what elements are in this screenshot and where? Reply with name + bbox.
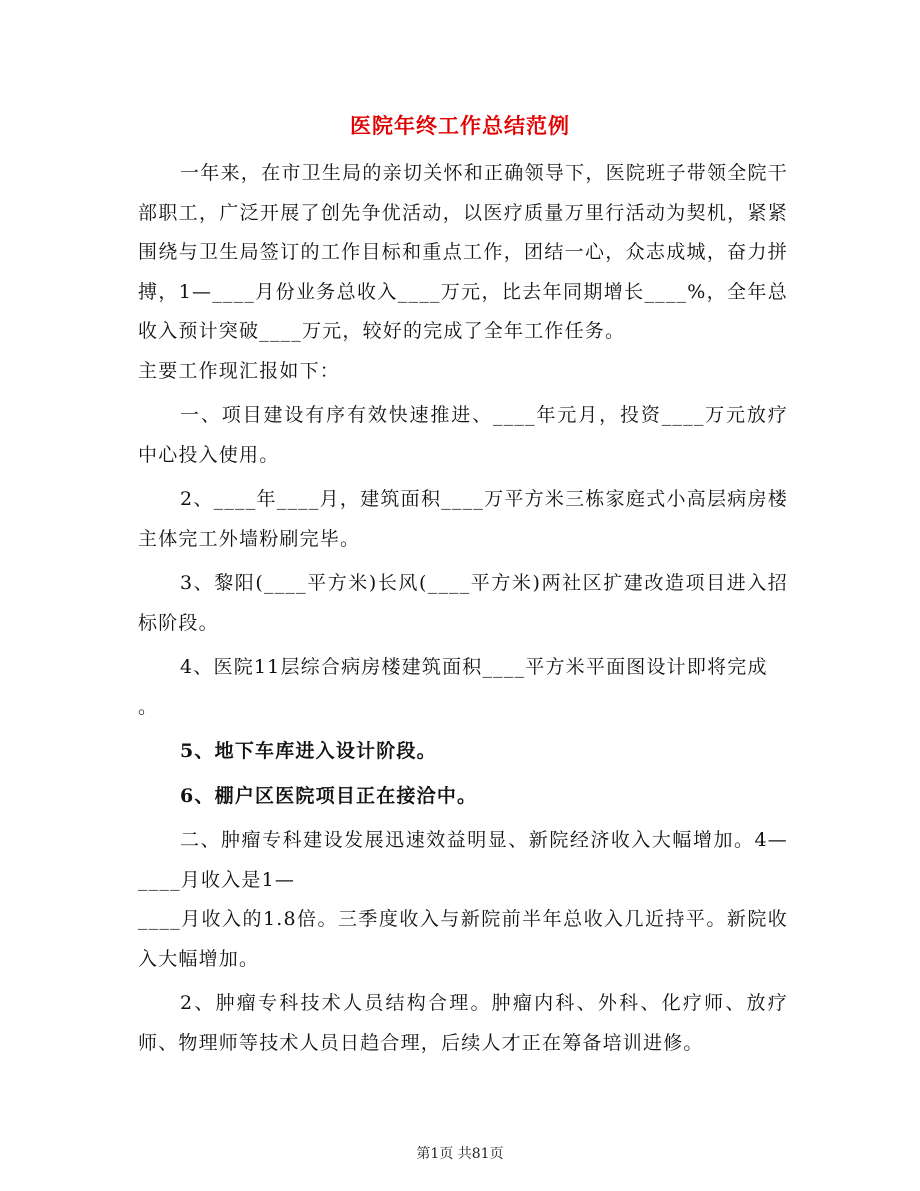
paragraph-section-2: 二、肿瘤专科建设发展迅速效益明显、新院经济收入大幅增加。4—____月收入是1— — [138, 829, 788, 891]
paragraph-item-3: 3、黎阳(____平方米)长风(____平方米)两社区扩建改造项目进入招标阶段。 — [138, 572, 788, 634]
paragraph-section-1: 一、项目建设有序有效快速推进、____年元月，投资____万元放疗中心投入使用。 — [138, 404, 788, 466]
paragraph-item-4: 4、医院11层综合病房楼建筑面积____平方米平面图设计即将完成 — [180, 656, 768, 678]
page-number: 第1页 共81页 — [416, 1146, 504, 1162]
paragraph-intro-tail: 主要工作现汇报如下： — [138, 359, 341, 382]
document-title: 医院年终工作总结范例 — [350, 113, 570, 138]
paragraph-item-2: 2、____年____月，建筑面积____万平方米三栋家庭式小高层病房楼主体完工外墙粉刷完毕。 — [138, 488, 788, 550]
paragraph-item-4-tail: 。 — [138, 695, 159, 718]
paragraph-section-2-continued: ____月收入的1.8倍。三季度收入与新院前半年总收入几近持平。新院收入大幅增加。 — [138, 908, 788, 970]
document-body — [138, 154, 788, 1063]
paragraph-section-2-item-2: 2、肿瘤专科技术人员结构合理。肿瘤内科、外科、化疗师、放疗师、物理师等技术人员日趋合理，后续人才正在筹备培训进修。 — [138, 992, 788, 1054]
paragraph-item-5: 5、地下车库进入设计阶段。 — [180, 740, 437, 762]
paragraph-item-6: 6、棚户区医院项目正在接洽中。 — [180, 784, 478, 807]
paragraph-intro: 一年来，在市卫生局的亲切关怀和正确领导下，医院班子带领全院干部职工，广泛开展了创先争优活动，以医疗质量万里行活动为契机，紧紧围绕与卫生局签订的工作目标和重点工作，团结一心，众志成城，奋力拼搏，1—____月份业务总收入____万元，比去年同期增长____%，全年总收入预计突破____万元，较好的完成了全年工作任务。 — [138, 162, 788, 342]
